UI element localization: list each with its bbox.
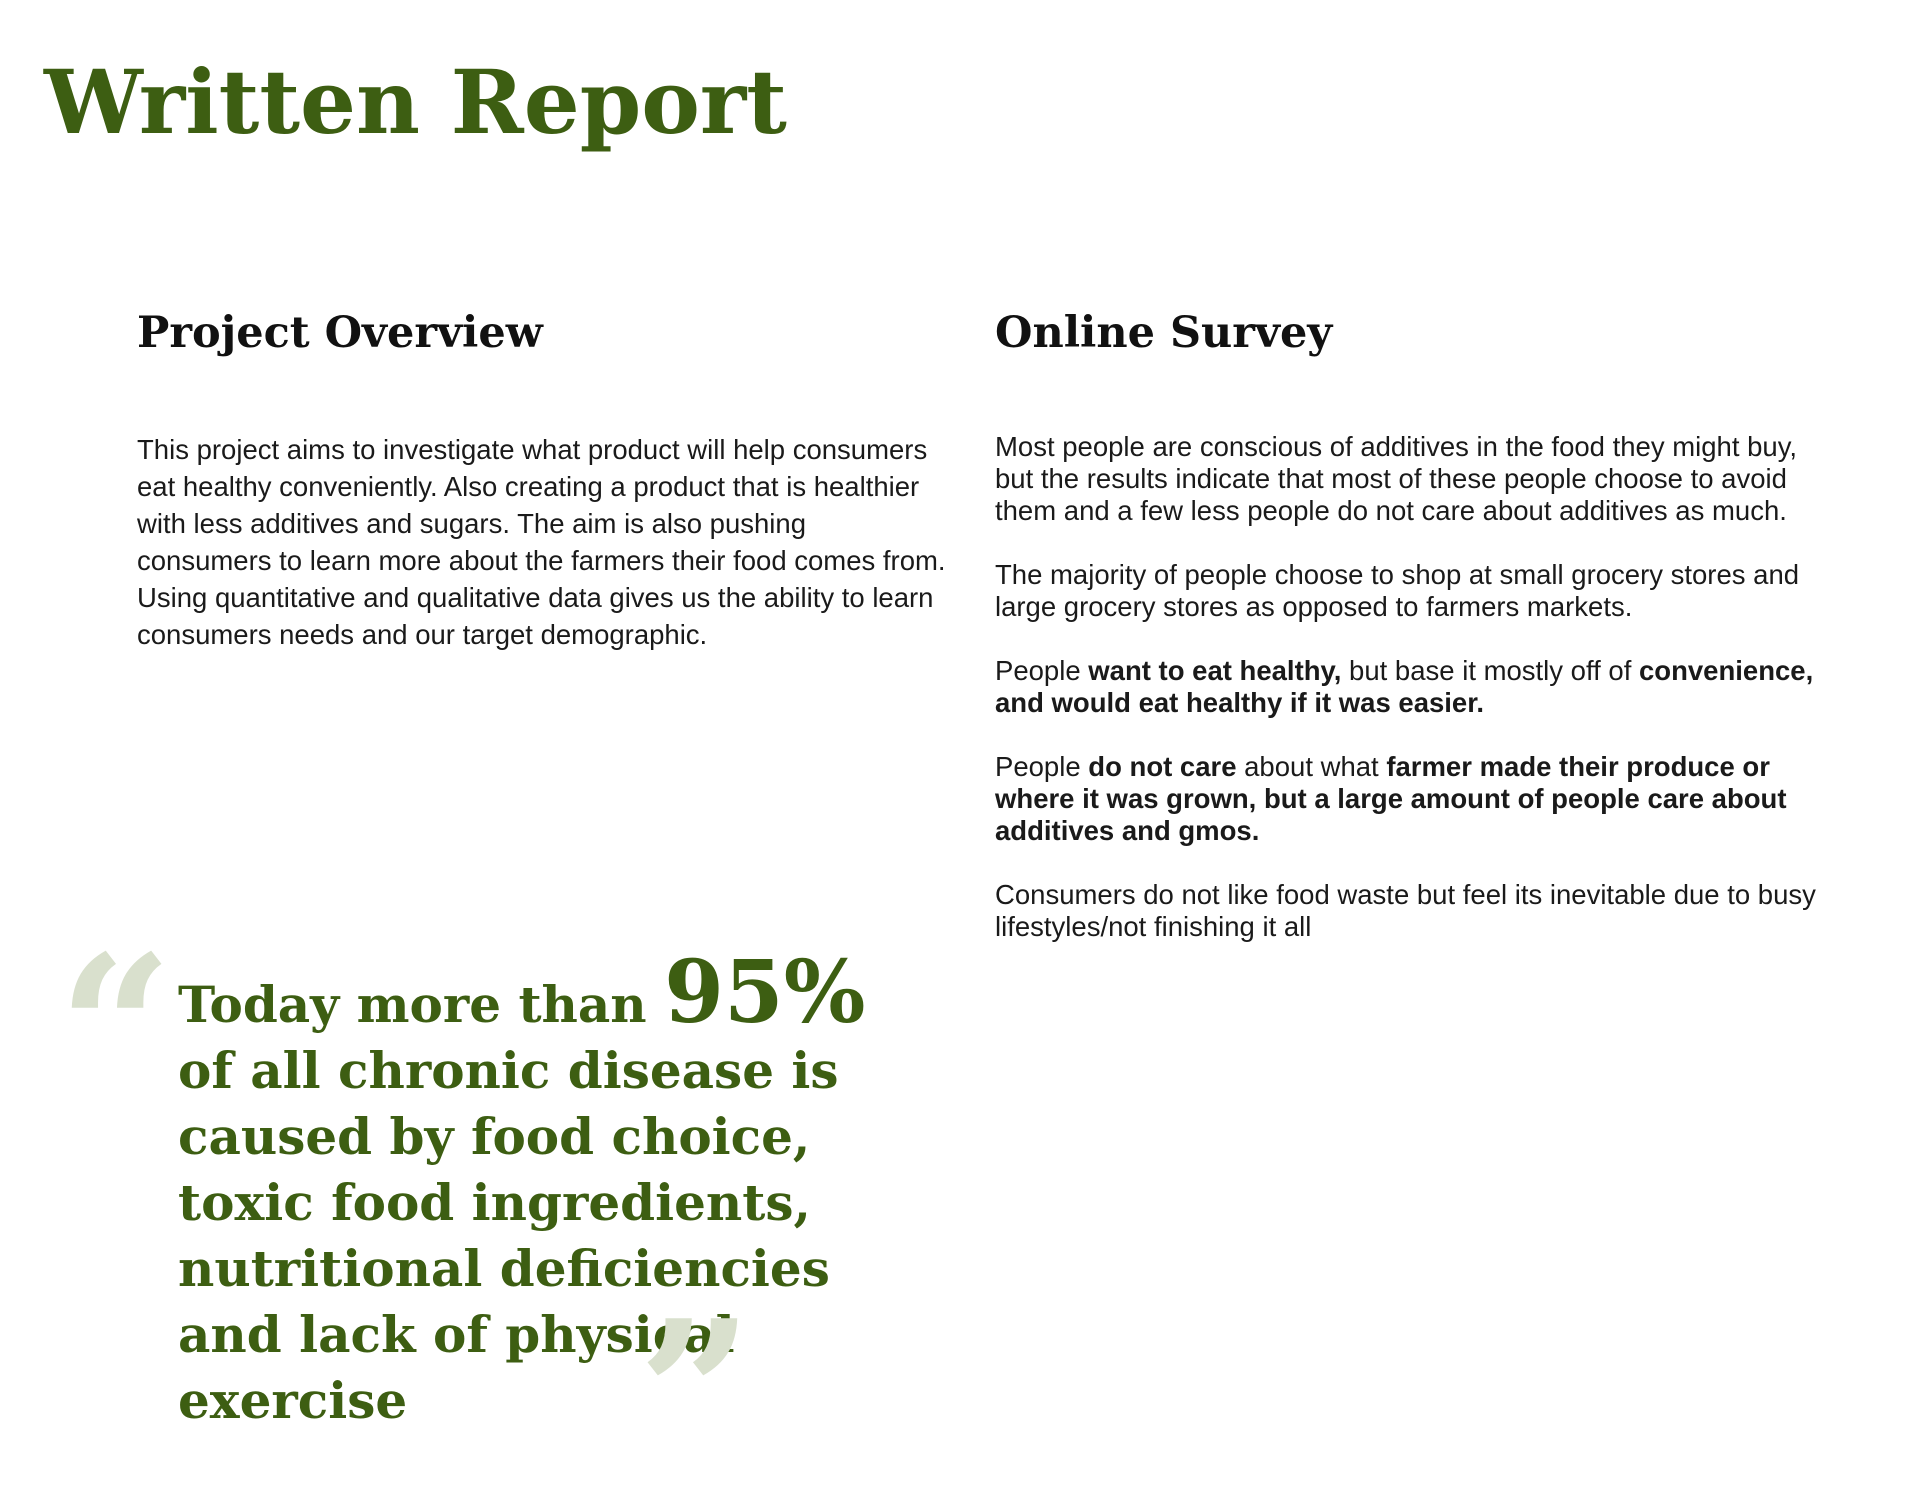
survey-paragraph-healthy <box>995 655 1825 719</box>
project-overview-heading: Project Overview <box>137 308 543 358</box>
pull-quote <box>178 942 938 1434</box>
survey-emphasis: want to eat healthy, <box>1088 655 1342 686</box>
survey-emphasis: farmer made their produce or where it was grown, but a large amount of people care about additives and gmos. <box>995 751 1787 846</box>
survey-paragraph-waste: Consumers do not like food waste but feel its inevitable due to busy lifestyles/not finishing it all <box>995 879 1816 942</box>
survey-text: about what <box>1236 751 1387 782</box>
project-overview-text: This project aims to investigate what product will help consumers eat healthy conveniently. Also creating a product that is healthier with less additives and sugars. The aim is also pushing consumers to learn more about the farmers their food comes from. Using quantitative and qualitative data gives us the ability to learn consumers needs and our target demographic. <box>137 434 946 650</box>
online-survey-body <box>995 431 1825 975</box>
page-title: Written Report <box>44 50 787 154</box>
close-quote-icon: ” <box>638 1277 754 1512</box>
pull-quote-stat: 95% <box>664 942 866 1043</box>
pull-quote-rest: of all chronic disease is caused by food choice, toxic food ingredients, nutritional deficiencies and lack of physical exercise <box>178 1041 839 1430</box>
survey-text: but base it mostly off of <box>1341 655 1639 686</box>
online-survey-heading: Online Survey <box>995 308 1333 358</box>
survey-text: People <box>995 751 1089 782</box>
survey-text: People <box>995 655 1089 686</box>
open-quote-icon: “ <box>58 912 174 1147</box>
survey-paragraph-farmers <box>995 751 1825 847</box>
survey-paragraph-additives: Most people are conscious of additives in the food they might buy, but the results indicate that most of these people choose to avoid them and a few less people do not care about additives as much. <box>995 431 1798 526</box>
survey-emphasis: convenience, and would eat healthy if it was easier. <box>995 655 1814 718</box>
survey-paragraph-shopping: The majority of people choose to shop at small grocery stores and large grocery stores as opposed to farmers markets. <box>995 559 1800 622</box>
pull-quote-lead: Today more than <box>178 975 665 1034</box>
survey-emphasis: do not care <box>1088 751 1237 782</box>
